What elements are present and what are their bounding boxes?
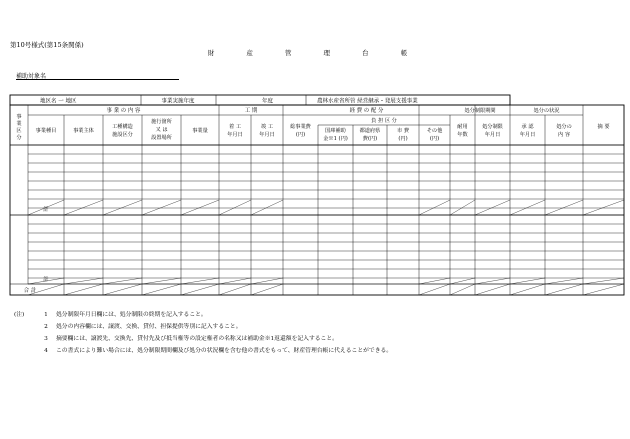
group-restriction-period: 処分制限期間 [464, 108, 496, 114]
col-completion: 年月日 [259, 132, 275, 138]
col-prefecture: 都道府県 [359, 128, 381, 134]
group-burden: 負 担 区 分 [371, 118, 397, 124]
strike-line [251, 284, 283, 295]
strike-line [251, 200, 283, 215]
note-item: 4 この書式により難い場合には、処分制限期間欄及び処分の状況欄を含む他の書式をもって、財産管理台帳に代えることができる。 [14, 345, 392, 357]
group-schedule: 工 期 [244, 108, 258, 114]
side-header-char: 業 [16, 121, 22, 127]
note-text: 摘要欄には、譲渡先、交換先、貸付先及び抵当権等の設定権者の名称又は補助金※1返還額を記入すること。 [56, 336, 338, 342]
strike-line [251, 278, 283, 284]
strike-line [219, 200, 251, 215]
notes-section [14, 309, 392, 357]
strike-line [181, 200, 219, 215]
strike-line [142, 284, 181, 295]
col-national: 金※1 (円) [323, 136, 348, 142]
col-prefecture: 費(円) [362, 136, 378, 142]
col-approval-date: 年月日 [519, 132, 536, 138]
strike-line [219, 278, 251, 284]
col-approval-date: 承 認 [521, 124, 534, 130]
col-durable-years: 年数 [457, 132, 468, 138]
col-national: 国庫補助 [325, 128, 346, 134]
strike-line [583, 278, 624, 284]
col-remarks: 摘 要 [597, 124, 610, 130]
strike-line [510, 278, 545, 284]
group-project-content: 事 業 の 内 容 [106, 108, 141, 114]
info-fiscal-year: 事業実施年度 [161, 98, 195, 105]
note-item: 3 摘要欄には、譲渡先、交換先、貸付先及び抵当権等の設定権者の名称又は補助金※1返還額を記入すること。 [14, 333, 392, 345]
strike-line [583, 200, 624, 215]
col-location: 又 は [155, 127, 168, 133]
info-program: 農林水産省所管 経営継承・発展支援事業 [317, 98, 418, 105]
form-number: 第10号様式(第15条関係) [10, 41, 84, 49]
strike-line [450, 284, 475, 295]
side-header-char: 事 [16, 114, 22, 120]
col-restriction-date: 処分制限 [482, 124, 503, 130]
strike-line [142, 200, 181, 215]
strike-line [419, 284, 450, 295]
recipient-label: 補助対象名 [16, 73, 47, 80]
col-project-entity: 事業主体 [73, 128, 94, 134]
note-text: 処分制限年月日欄には、処分制限の終期を記入すること。 [56, 312, 207, 318]
subtotal-label: 計 [43, 277, 49, 283]
col-durable-years: 耐用 [457, 124, 468, 130]
strike-line [545, 200, 583, 215]
info-district: 地区名 一 地区 [40, 98, 77, 105]
strike-line [64, 278, 103, 284]
col-disposal-content: 処分の [556, 124, 572, 130]
side-header-char: 分 [16, 135, 22, 141]
strike-line [583, 284, 624, 295]
col-other: その他 [426, 128, 443, 134]
page-title: 財 産 管 理 台 帳 [207, 49, 423, 57]
strike-line [64, 200, 103, 215]
strike-line [475, 284, 510, 295]
col-disposal-content: 内 容 [557, 132, 571, 138]
strike-line [142, 278, 181, 284]
col-restriction-date: 年月日 [484, 132, 501, 138]
col-start: 年月日 [227, 132, 243, 138]
note-text: この書式により難い場合には、処分制限期間欄及び処分の状況欄を含む他の書式をもって、財産管理台帳に代えることができる。 [56, 348, 393, 354]
strike-line [450, 200, 475, 215]
notes-tag: (注) [14, 312, 25, 318]
note-text: 処分の内容欄には、譲渡、交換、貸付、担保提供等別に記入すること。 [56, 324, 242, 330]
strike-line [545, 284, 583, 295]
col-quantity: 事業量 [192, 128, 208, 134]
strike-line [103, 284, 142, 295]
col-start: 着 工 [228, 124, 242, 130]
col-completion: 竣 工 [260, 124, 274, 130]
col-municipal: (円) [398, 136, 408, 142]
strike-line [510, 284, 545, 295]
col-location: 施行箇所 [151, 119, 172, 125]
col-total-cost: (円) [295, 132, 306, 138]
strike-line [475, 278, 510, 284]
info-row-frame [10, 95, 510, 105]
strike-line [475, 200, 510, 215]
strike-line [181, 278, 219, 284]
strike-line [510, 200, 545, 215]
strike-line [219, 284, 251, 295]
side-header-char: 区 [16, 128, 22, 134]
strike-line [450, 278, 475, 284]
note-item: 2 処分の内容欄には、譲渡、交換、貸付、担保提供等別に記入すること。 [14, 321, 392, 333]
col-municipal: 市 費 [396, 128, 410, 134]
col-other: (円) [429, 136, 440, 142]
strike-line [181, 284, 219, 295]
col-total-cost: 総事業費 [290, 124, 311, 130]
col-project-type: 事業種目 [35, 128, 57, 134]
col-work-structure: 施設区分 [112, 132, 133, 138]
col-work-structure: 工種構造 [112, 124, 133, 130]
strike-line [64, 284, 103, 295]
strike-line [103, 278, 142, 284]
strike-line [419, 200, 450, 215]
strike-line [545, 278, 583, 284]
table-labels [16, 106, 610, 294]
group-cost-allocation: 経 費 の 配 分 [349, 108, 384, 114]
strike-line [419, 278, 450, 284]
strike-line [103, 200, 142, 215]
info-nendo: 年度 [262, 98, 274, 105]
subtotal-label: 計 [43, 207, 49, 213]
group-disposal-status: 処分の状況 [533, 108, 560, 114]
grand-total-label: 合 計 [23, 288, 37, 294]
note-item: (注) 1 処分制限年月日欄には、処分制限の終期を記入すること。 [14, 309, 392, 321]
col-location: 設置場所 [151, 135, 172, 141]
